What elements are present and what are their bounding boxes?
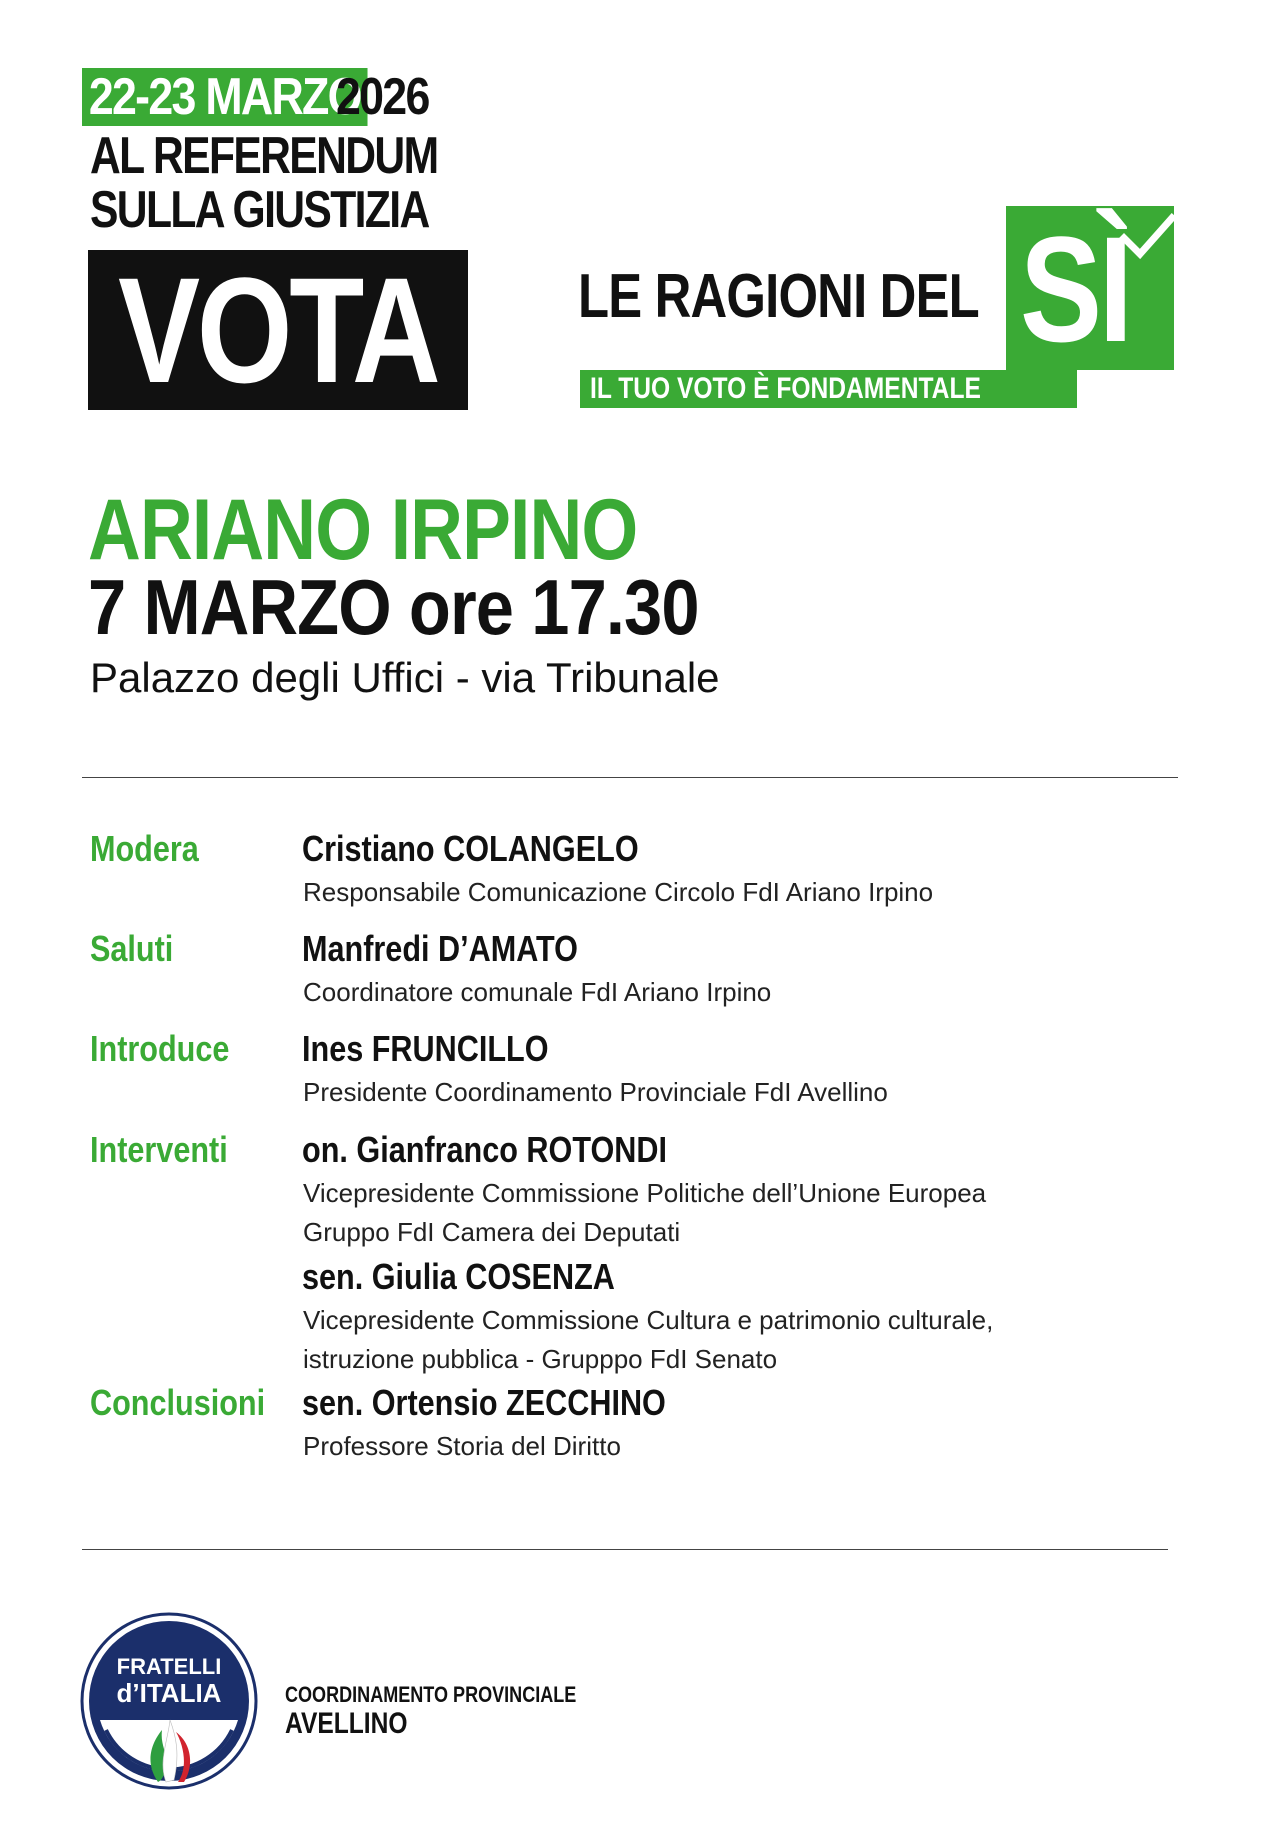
logo-text-1: FRATELLI — [116, 1654, 222, 1679]
program-role: Introduce — [90, 1028, 230, 1069]
si-block — [1006, 206, 1174, 370]
speaker-description: Vicepresidente Commissione Politiche dell’Unione Europea — [303, 1178, 987, 1208]
logo-text-2: d’ITALIA — [116, 1678, 222, 1708]
program-role: Modera — [90, 828, 199, 869]
date-range-badge: 22-23 MARZO — [82, 68, 368, 126]
check-mark-icon — [1118, 212, 1174, 272]
speaker-name: on. Gianfranco ROTONDI — [302, 1129, 667, 1170]
speaker-description: istruzione pubblica - Grupppo FdI Senato — [303, 1344, 778, 1374]
program-role: Saluti — [90, 928, 174, 969]
speaker-name: Ines FRUNCILLO — [302, 1028, 549, 1069]
event-datetime: 7 MARZO ore 17.30 — [88, 563, 699, 651]
speaker-name: sen. Ortensio ZECCHINO — [302, 1382, 666, 1423]
year-label: 2026 — [336, 68, 429, 126]
justice-line: SULLA GIUSTIZIA — [90, 181, 429, 239]
speaker-name: Cristiano COLANGELO — [302, 828, 639, 869]
speaker-description: Coordinatore comunale FdI Ariano Irpino — [303, 977, 772, 1007]
speaker-description: Gruppo FdI Camera dei Deputati — [303, 1217, 681, 1247]
speaker-name: Manfredi D’AMATO — [302, 928, 578, 969]
organization-line-2: AVELLINO — [285, 1707, 408, 1740]
fratelli-ditalia-logo — [80, 1612, 258, 1790]
speaker-description: Responsabile Comunicazione Circolo FdI Ariano Irpino — [303, 877, 934, 907]
speaker-name: sen. Giulia COSENZA — [302, 1256, 615, 1297]
vota-block — [88, 250, 468, 410]
campaign-subtitle: IL TUO VOTO È FONDAMENTALE — [590, 372, 981, 405]
event-venue: Palazzo degli Uffici - via Tribunale — [90, 654, 720, 701]
event-city: ARIANO IRPINO — [88, 482, 638, 578]
bottom-divider — [82, 1549, 1168, 1550]
organization-line-1: COORDINAMENTO PROVINCIALE — [285, 1682, 577, 1707]
program-role: Conclusioni — [90, 1382, 266, 1423]
speaker-description: Professore Storia del Diritto — [303, 1431, 621, 1461]
vota-text: VOTA — [118, 250, 438, 410]
program-role: Interventi — [90, 1129, 228, 1170]
referendum-line: AL REFERENDUM — [90, 127, 438, 185]
speaker-description: Presidente Coordinamento Provinciale FdI Avellino — [303, 1077, 888, 1107]
si-text: SÌ — [1020, 206, 1130, 370]
speaker-description: Vicepresidente Commissione Cultura e patrimonio culturale, — [303, 1305, 994, 1335]
campaign-title: LE RAGIONI DEL — [578, 262, 979, 331]
campaign-subtitle-badge — [580, 370, 1077, 408]
top-divider — [82, 777, 1178, 778]
